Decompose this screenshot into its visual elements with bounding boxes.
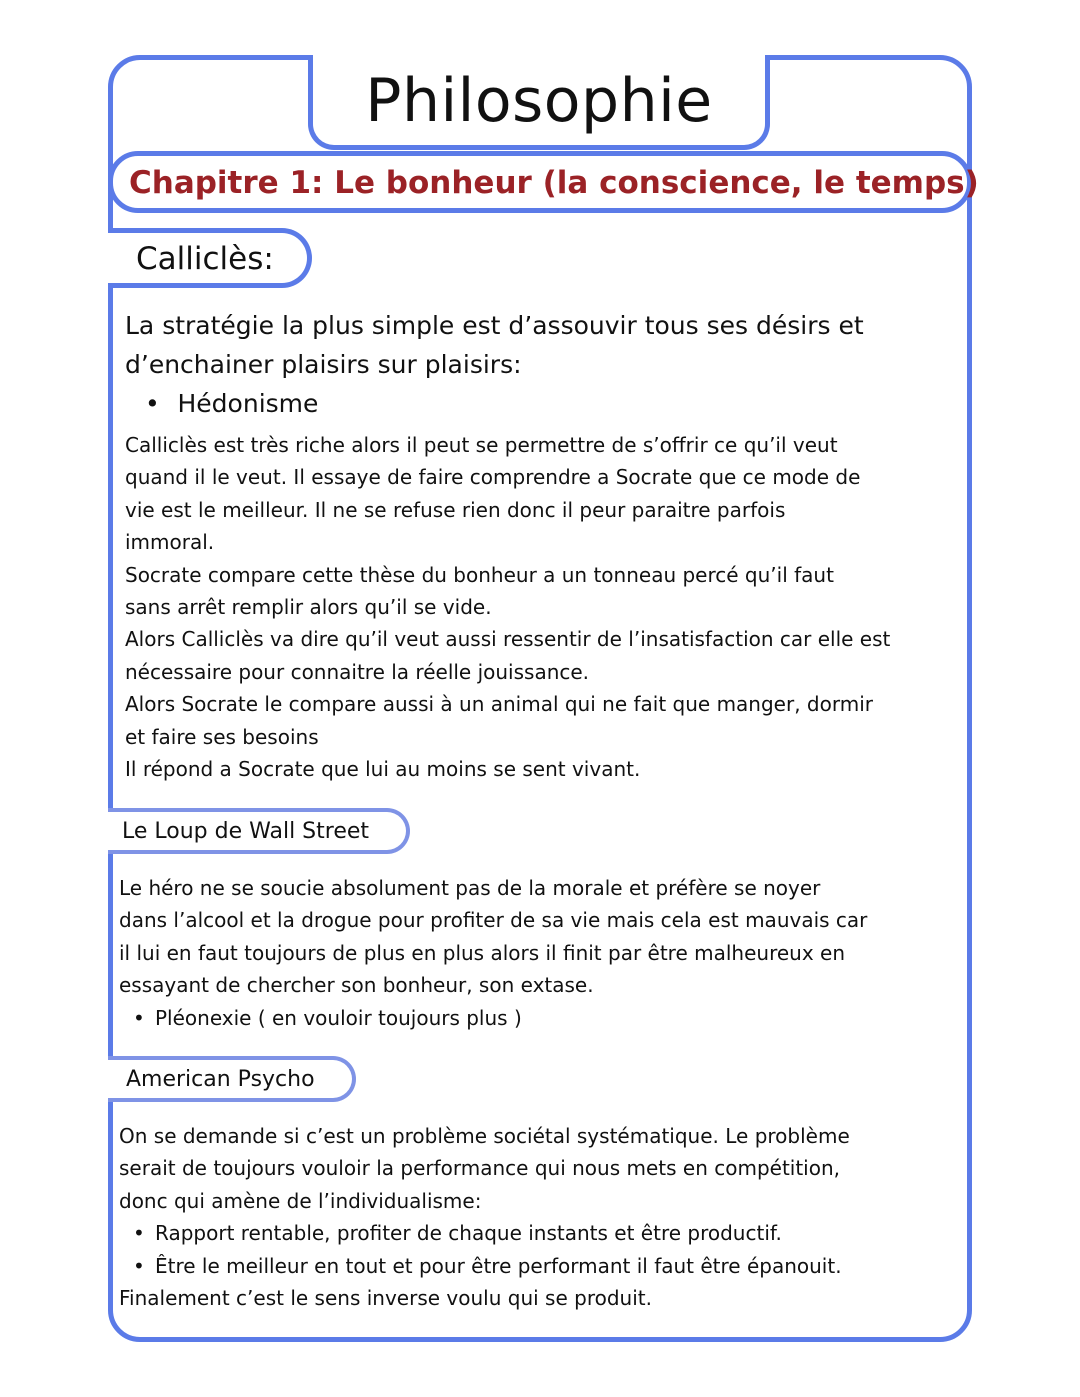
- text-line: dans l’alcool et la drogue pour profiter de sa vie mais cela est mauvais car: [119, 908, 868, 933]
- text-line: Socrate compare cette thèse du bonheur a un tonneau percé qu’il faut: [125, 562, 834, 587]
- american-psycho-body: [119, 1120, 850, 1314]
- loup-body: [119, 872, 867, 1034]
- text-line: serait de toujours vouloir la performance qui nous mets en compétition,: [119, 1156, 841, 1181]
- text-line: d’enchainer plaisirs sur plaisirs:: [125, 350, 522, 379]
- text-line: immoral.: [125, 530, 215, 555]
- text-line: Il répond a Socrate que lui au moins se sent vivant.: [125, 756, 641, 781]
- text-line: On se demande si c’est un problème sociétal systématique. Le problème: [119, 1124, 850, 1148]
- text-line: quand il le veut. Il essaye de faire comprendre a Socrate que ce mode de: [125, 465, 861, 490]
- section-heading: Le Loup de Wall Street: [122, 819, 370, 844]
- section-tab-american-psycho: [108, 1056, 356, 1102]
- text-line: sans arrêt remplir alors qu’il se vide.: [125, 594, 492, 619]
- chapter-title: Chapitre 1: Le bonheur (la conscience, le temps): [129, 165, 979, 201]
- bullet-item: • Pléonexie ( en vouloir toujours plus ): [119, 1002, 867, 1034]
- bullet-item: • Hédonisme: [125, 384, 864, 423]
- section-heading: Calliclès:: [136, 241, 274, 277]
- text-line: vie est le meilleur. Il ne se refuse rien donc il peur paraitre parfois: [125, 497, 786, 522]
- text-line: Alors Calliclès va dire qu’il veut aussi ressentir de l’insatisfaction car elle est: [125, 627, 891, 652]
- text-line: Finalement c’est le sens inverse voulu qui se produit.: [119, 1285, 652, 1310]
- section-tab-callicles: [108, 228, 312, 288]
- callicles-lead: [125, 306, 864, 423]
- page-title: Philosophie: [365, 66, 713, 136]
- text-line: essayant de chercher son bonheur, son extase.: [119, 973, 594, 998]
- text-line: et faire ses besoins: [125, 724, 319, 749]
- text-line: il lui en faut toujours de plus en plus alors il finit par être malheureux en: [119, 940, 846, 965]
- text-line: Calliclès est très riche alors il peut se permettre de s’offrir ce qu’il veut: [125, 433, 838, 457]
- text-line: La stratégie la plus simple est d’assouvir tous ses désirs et: [125, 311, 864, 340]
- text-line: nécessaire pour connaitre la réelle jouissance.: [125, 659, 590, 684]
- callicles-body: [125, 429, 890, 785]
- section-tab-loup-wall-street: [108, 808, 410, 854]
- chapter-banner: [108, 151, 979, 213]
- text-line: donc qui amène de l’individualisme:: [119, 1188, 482, 1213]
- section-heading: American Psycho: [126, 1067, 315, 1092]
- bullet-item: • Être le meilleur en tout et pour être performant il faut être épanouit.: [119, 1250, 850, 1282]
- bullet-item: • Rapport rentable, profiter de chaque instants et être productif.: [119, 1217, 850, 1249]
- title-tab: [308, 55, 770, 150]
- text-line: Le héro ne se soucie absolument pas de la morale et préfère se noyer: [119, 876, 821, 900]
- text-line: Alors Socrate le compare aussi à un animal qui ne fait que manger, dormir: [125, 692, 873, 717]
